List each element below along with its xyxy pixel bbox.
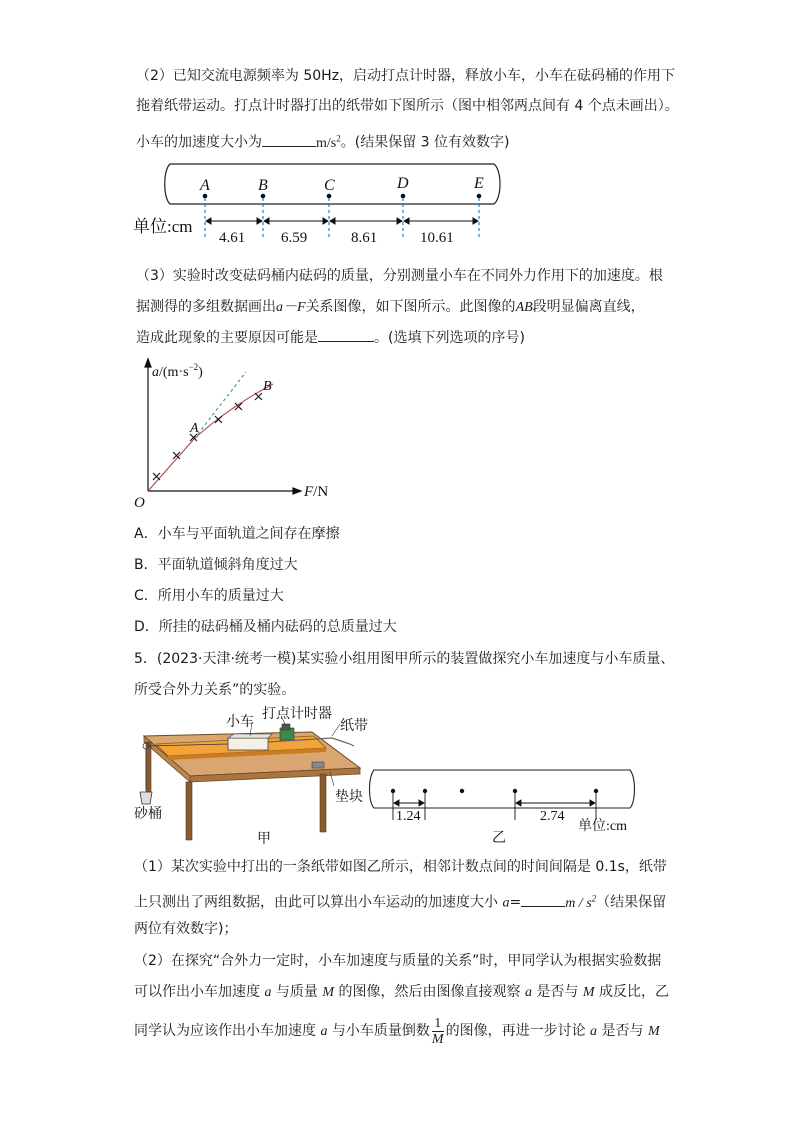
q5-2-l2-m: M bbox=[322, 985, 335, 1000]
tape-point-a bbox=[203, 194, 208, 199]
answer-blank-reason[interactable] bbox=[318, 327, 374, 342]
q5-2-l3-m: M bbox=[647, 1024, 660, 1039]
tape1-unit-label: 单位:cm bbox=[133, 217, 193, 236]
q5-1-line1: （1）某次实验中打出的一条纸带如图乙所示，相邻计数点间的时间间隔是 0.1s，纸带 bbox=[134, 859, 667, 875]
tape-point-d bbox=[401, 194, 406, 199]
tape-label-c: C bbox=[324, 177, 335, 194]
q5-2-l2-a: a bbox=[264, 985, 272, 1000]
tape2-point bbox=[513, 789, 517, 793]
q5-2-l3-a2: a bbox=[590, 1024, 598, 1039]
q3-line2-end: 段明显偏离直线， bbox=[532, 299, 645, 315]
graph-xlabel bbox=[303, 484, 328, 500]
data-point bbox=[255, 393, 262, 400]
option-d[interactable]: D．所挂的砝码桶及桶内砝码的总质量过大 bbox=[134, 619, 397, 635]
q3-line2-post: 关系图像，如下图所示。此图像的 bbox=[305, 299, 516, 315]
tape-label-a: A bbox=[200, 177, 210, 194]
a-f-graph bbox=[128, 356, 348, 516]
label-tape: 纸带 bbox=[340, 719, 368, 734]
q5-2-l2-end: 成反比，乙 bbox=[594, 984, 669, 1000]
q5-2-l3-end: 是否与 bbox=[597, 1023, 648, 1039]
q5-2-l2-pre: 可以作出小车加速度 bbox=[134, 984, 265, 1000]
q3-line2-pre: 据测得的多组数据画出 bbox=[136, 299, 276, 315]
q3-line3 bbox=[136, 327, 525, 348]
data-point bbox=[153, 473, 160, 480]
graph-point-b: B bbox=[263, 379, 272, 394]
q5-2-l3-pre: 同学认为应该作出小车加速度 bbox=[134, 1023, 321, 1039]
answer-blank-a[interactable] bbox=[521, 892, 565, 907]
q3-line3-pre: 造成此现象的主要原因可能是 bbox=[136, 330, 318, 346]
table-leg bbox=[146, 742, 151, 794]
q5-1-eq: = bbox=[509, 894, 522, 911]
option-c[interactable]: C．所用小车的质量过大 bbox=[134, 588, 284, 604]
tape-point-e bbox=[477, 194, 482, 199]
paper-tape-figure bbox=[130, 160, 510, 250]
q5-2-l2-a2: a bbox=[524, 985, 532, 1000]
tape-point-c bbox=[327, 194, 332, 199]
tape-label-b: B bbox=[258, 177, 268, 194]
q3-line2 bbox=[136, 297, 645, 318]
q5-line2: 所受合外力关系”的实验。 bbox=[134, 682, 296, 698]
q5-1-line3: 两位有效数字)； bbox=[134, 921, 238, 937]
tape-label-e: E bbox=[474, 175, 484, 192]
data-point bbox=[215, 416, 222, 423]
label-timer: 打点计时器 bbox=[262, 707, 332, 722]
q2-unit: $m/s^2$ bbox=[316, 133, 341, 151]
q5-2-l2-m2: M bbox=[582, 985, 595, 1000]
q5-1-line2-pre: 上只测出了两组数据，由此可以算出小车运动的加速度大小 bbox=[134, 894, 503, 911]
label-bucket: 砂桶 bbox=[134, 807, 162, 822]
graph-ylabel bbox=[152, 362, 203, 380]
answer-blank-acceleration[interactable] bbox=[262, 132, 316, 147]
frac-denominator: M bbox=[431, 1031, 444, 1047]
block-shape bbox=[312, 762, 324, 768]
q2-line3 bbox=[136, 128, 509, 154]
tape1-seg-3: 8.61 bbox=[351, 230, 378, 246]
q2-line3-pre: 小车的加速度大小为 bbox=[136, 134, 262, 151]
q5-1-line2 bbox=[134, 888, 666, 914]
xlabel-unit: /N bbox=[313, 484, 329, 500]
tape2-point bbox=[391, 789, 395, 793]
tape2-seg-1: 1.24 bbox=[396, 809, 421, 824]
q2-line3-post: 。(结果保留 3 位有效数字) bbox=[340, 134, 510, 151]
table-leg bbox=[320, 774, 326, 832]
graph-origin: O bbox=[134, 495, 145, 511]
cart bbox=[228, 738, 268, 750]
tape2-seg-2: 2.74 bbox=[540, 809, 565, 824]
q2-unit-text: m/s bbox=[316, 135, 337, 151]
q5-1-var: a bbox=[502, 895, 510, 911]
q5-line1: 5．(2023·天津·统考一模)某实验小组用图甲所示的装置做探究小车加速度与小车质量、 bbox=[134, 651, 675, 667]
tape2-point bbox=[460, 789, 464, 793]
apparatus-figure bbox=[132, 700, 372, 850]
q5-2-l2-mid2: 的图像，然后由图像直接观察 bbox=[334, 984, 525, 1000]
q2-line1: （2）已知交流电源频率为 50Hz，启动打点计时器，释放小车，小车在砝码桶的作用下 bbox=[136, 68, 676, 84]
fraction-1-over-m bbox=[432, 1016, 444, 1047]
label-block: 垫块 bbox=[335, 790, 363, 805]
ylabel-exp: −2 bbox=[188, 362, 199, 372]
paper-tape-2 bbox=[366, 762, 638, 846]
tape2-point bbox=[594, 789, 598, 793]
q5-1-unit: m / $s^2$ bbox=[565, 893, 597, 911]
q2-line2: 拖着纸带运动。打点计时器打出的纸带如下图所示（图中相邻两点间有 4 个点未画出）。 bbox=[136, 98, 679, 114]
q3-line3-post: 。(选填下列选项的序号) bbox=[374, 330, 525, 346]
q5-1-line2-post: （结果保留 bbox=[596, 894, 667, 911]
q5-2-line1: （2）在探究“合外力一定时，小车加速度与质量的关系”时，甲同学认为根据实验数据 bbox=[134, 953, 662, 969]
q5-1-unit-text: m / s bbox=[565, 895, 592, 911]
option-b[interactable]: B．平面轨道倾斜角度过大 bbox=[134, 557, 298, 573]
q5-2-l3-mid2: 的图像，再进一步讨论 bbox=[445, 1023, 591, 1039]
tape2-unit-label: 单位:cm bbox=[578, 819, 627, 834]
tape-label-d: D bbox=[397, 175, 409, 192]
q3-ab: AB bbox=[515, 300, 533, 315]
caption-jia: 甲 bbox=[257, 832, 271, 847]
timer bbox=[280, 724, 294, 740]
q5-2-l2-mid: 与质量 bbox=[271, 984, 323, 1000]
fit-curve bbox=[148, 384, 273, 491]
ylabel-unit: /(m·s bbox=[159, 365, 189, 380]
q5-2-line3 bbox=[134, 1014, 660, 1049]
frac-numerator: 1 bbox=[432, 1016, 444, 1032]
caption-yi: 乙 bbox=[492, 831, 506, 846]
q3-formula: a－F bbox=[276, 300, 306, 315]
ylabel-close: ) bbox=[198, 365, 203, 380]
option-a[interactable]: A．小车与平面轨道之间存在摩擦 bbox=[134, 526, 340, 542]
xlabel-var: F bbox=[304, 484, 314, 500]
q3-line1: （3）实验时改变砝码桶内砝码的质量，分别测量小车在不同外力作用下的加速度。根 bbox=[136, 268, 663, 284]
tape-point-b bbox=[261, 194, 266, 199]
graph-point-a: A bbox=[190, 421, 199, 436]
q5-2-l2-mid3: 是否与 bbox=[531, 984, 583, 1000]
q5-2-l3-a: a bbox=[320, 1024, 328, 1039]
ylabel-var: a bbox=[152, 365, 159, 380]
label-car: 小车 bbox=[226, 715, 254, 730]
tape2-point bbox=[423, 789, 427, 793]
tape-points bbox=[203, 194, 482, 199]
q5-2-l3-mid: 与小车质量倒数 bbox=[327, 1023, 430, 1039]
q5-2-line2 bbox=[134, 982, 669, 1003]
tape1-seg-4: 10.61 bbox=[420, 230, 454, 246]
tape1-seg-2: 6.59 bbox=[281, 230, 308, 246]
table-leg bbox=[186, 782, 192, 840]
sand-bucket bbox=[140, 792, 152, 804]
tape1-seg-1: 4.61 bbox=[219, 230, 246, 246]
